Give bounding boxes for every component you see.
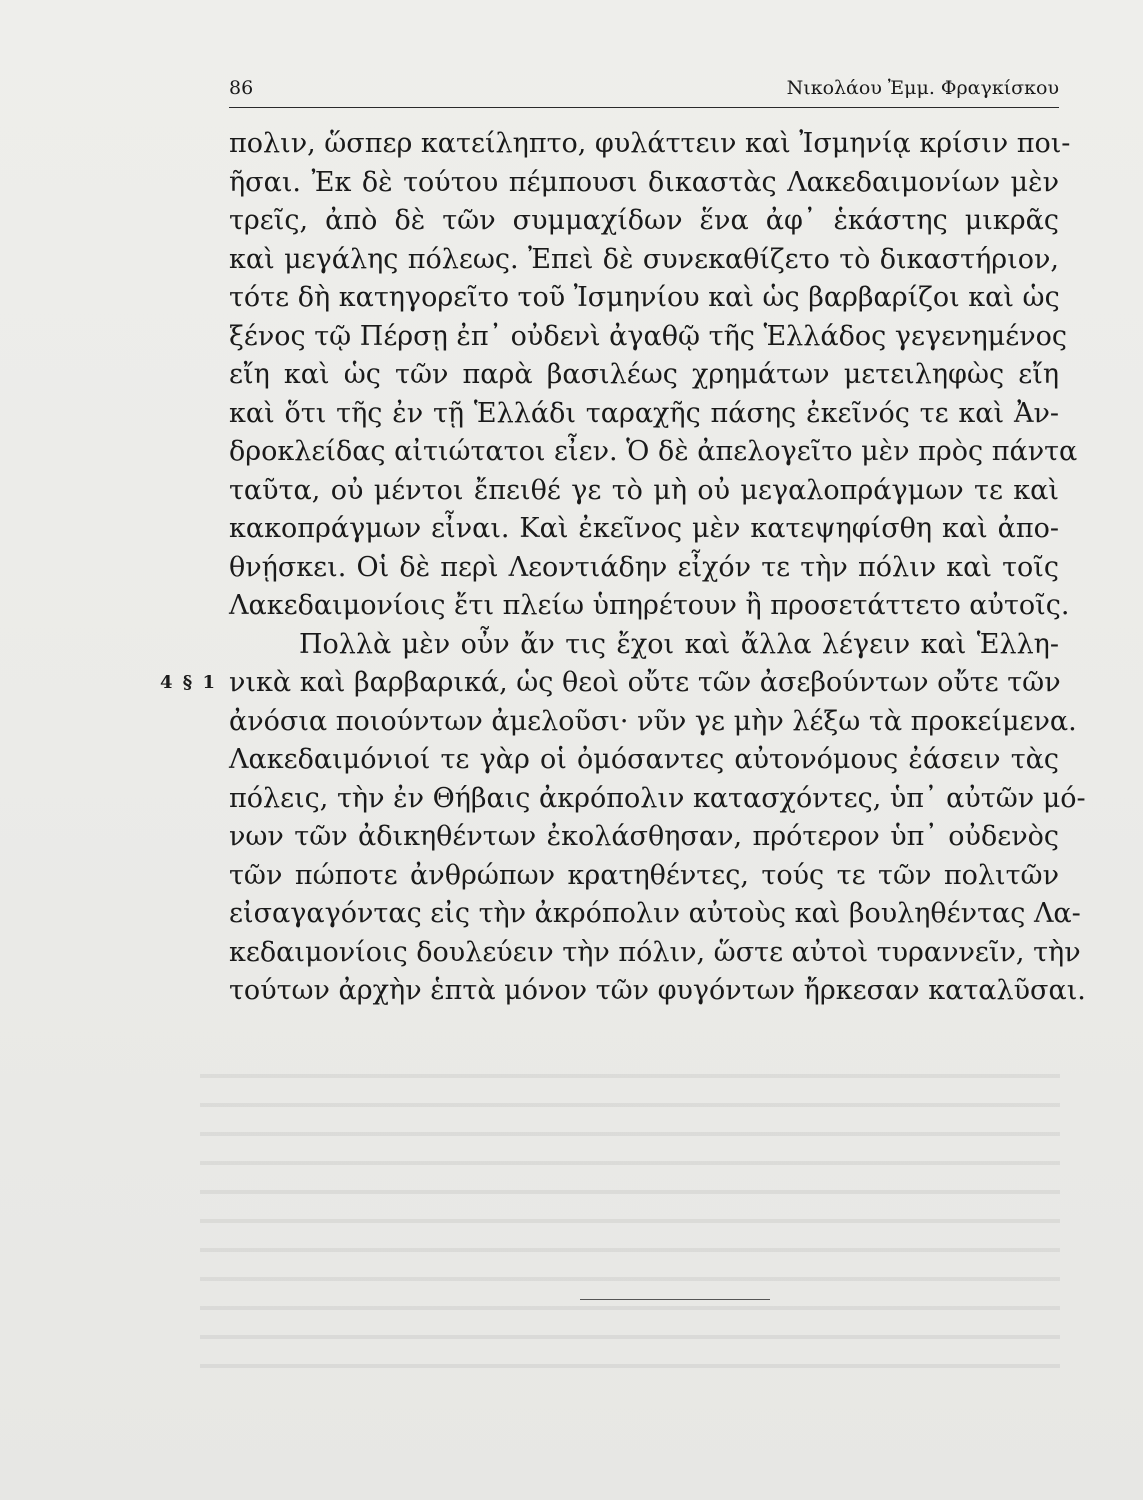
text-line: ξένος τῷ Πέρσῃ ἐπ᾿ οὐδενὶ ἀγαθῷ τῆς Ἑλλάδος γεγενημένος [229,320,1068,352]
paragraph-end-line: Λακεδαιμονίοις ἔτι πλείω ὑπηρέτουν ἢ προσετάττετο αὐτοῖς. [229,590,1070,621]
text-line: κακοπράγμων εἶναι. Καὶ ἐκεῖνος μὲν κατεψηφίσθη καὶ ἀπο- [229,513,1059,544]
text-line: τότε δὴ κατηγορεῖτο τοῦ Ἰσμηνίου καὶ ὡς βαρβαρίζοι καὶ ὡς [229,282,1060,313]
text-line: ἀνόσια ποιούντων ἀμελοῦσι· νῦν γε μὴν λέξω τὰ προκείμενα. [229,705,1077,737]
text-line: καὶ μεγάλης πόλεως. Ἐπεὶ δὲ συνεκαθίζετο τὸ δικαστήριον, [229,243,1059,275]
text-line: πολιν, ὥσπερ κατείληπτο, φυλάττειν καὶ Ἰσμηνίᾳ κρίσιν ποι- [229,128,1071,159]
text-line: πόλεις, τὴν ἐν Θήβαις ἀκρόπολιν κατασχόντες, ὑπ᾿ αὐτῶν μό- [229,782,1086,814]
running-head [229,74,1059,102]
body-text [229,125,1086,1011]
header-rule [229,107,1059,108]
section-reference: 4 § 1 [160,672,217,693]
text-line: εἴη καὶ ὡς τῶν παρὰ βασιλέως χρημάτων μετειληφὼς εἴη [229,359,1059,390]
text-line: τούτων ἀρχὴν ἑπτὰ μόνον τῶν φυγόντων ἤρκεσαν καταλῦσαι. [229,975,1086,1006]
text-line: δροκλείδας αἰτιώτατοι εἶεν. Ὁ δὲ ἀπελογεῖτο μὲν πρὸς πάντα [229,436,1078,467]
text-line: νικὰ καὶ βαρβαρικά, ὡς θεοὶ οὔτε τῶν ἀσεβούντων οὔτε τῶν [229,667,1061,698]
text-line: εἰσαγαγόντας εἰς τὴν ἀκρόπολιν αὐτοὺς καὶ βουληθέντας Λα- [229,898,1081,929]
paragraph-start-line: Πολλὰ μὲν οὖν ἄν τις ἔχοι καὶ ἄλλα λέγειν καὶ Ἑλλη- [299,628,1059,660]
bleed-through-shadow [200,1060,1060,1390]
text-line: τῶν πώποτε ἀνθρώπων κρατηθέντες, τούς τε τῶν πολιτῶν [229,859,1059,891]
text-line: καὶ ὅτι τῆς ἐν τῇ Ἑλλάδι ταραχῆς πάσης ἐκεῖνός τε καὶ Ἀν- [229,397,1059,429]
footnote-rule [580,1299,770,1300]
text-line: κεδαιμονίοις δουλεύειν τὴν πόλιν, ὥστε αὐτοὶ τυραννεῖν, τὴν [229,936,1081,968]
text-line: νων τῶν ἀδικηθέντων ἐκολάσθησαν, πρότερον ὑπ᾿ οὐδενὸς [229,821,1059,852]
text-line: θνῄσκει. Οἱ δὲ περὶ Λεοντιάδην εἶχόν τε τὴν πόλιν καὶ τοῖς [229,551,1059,583]
text-line: ταῦτα, οὐ μέντοι ἔπειθέ γε τὸ μὴ οὐ μεγαλοπράγμων τε καὶ [229,474,1059,506]
text-line: Λακεδαιμόνιοί τε γὰρ οἱ ὀμόσαντες αὐτονόμους ἐάσειν τὰς [229,744,1059,775]
running-title: Νικολάου Ἐμμ. Φραγκίσκου [786,77,1059,99]
page-number: 86 [229,77,254,99]
text-line: ῆσαι. Ἐκ δὲ τούτου πέμπουσι δικαστὰς Λακεδαιμονίων μὲν [229,166,1059,198]
text-line: τρεῖς, ἀπὸ δὲ τῶν συμμαχίδων ἕνα ἀφ᾿ ἑκάστης μικρᾶς [229,205,1059,236]
